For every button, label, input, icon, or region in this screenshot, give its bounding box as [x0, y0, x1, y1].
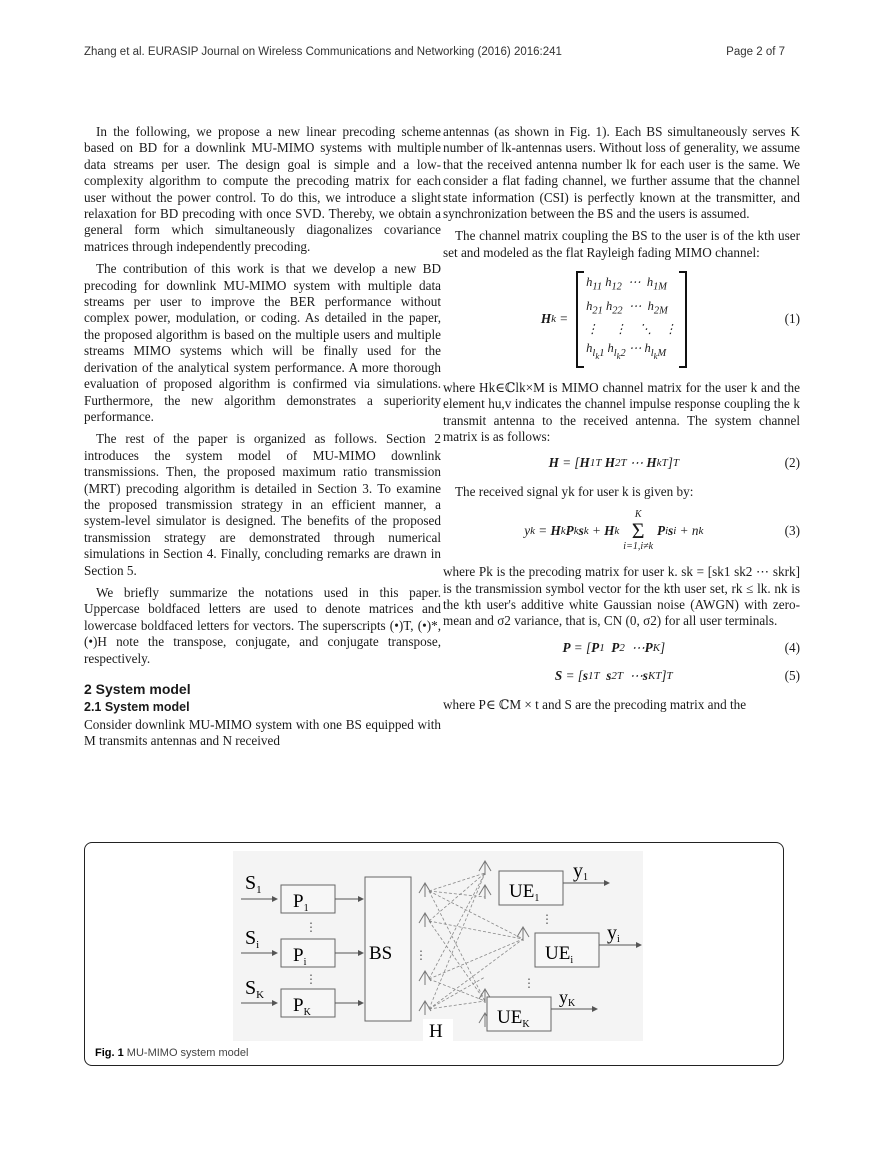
equation-2: H = [ H 1 T H 2 T ⋯ H k T ] T (2)	[548, 455, 800, 471]
page-number: Page 2 of 7	[726, 46, 785, 58]
right-column	[443, 124, 800, 719]
paragraph: where Hk∈ℂlk×M is MIMO channel matrix for the user k and the element hu,v indicates the channel impulse response coupling the k transmit antenna to the received antenna. The system channel matrix is as follows:	[443, 379, 800, 445]
paragraph: where P∈ ℂM × t and S are the precoding matrix and the	[443, 696, 747, 712]
channel-matrix: $h_{11}$ $h_{12}$ ⋯ $h_{1M}$ $h_{21}$ $h_{22}$ ⋯ $h_{2M}$ ⋮ ⋮ ⋱ ⋮ $h_{l_k1}$ $h_{l_k2}$ ⋯ $h_{l_kM}$	[576, 271, 687, 368]
paragraph: Consider downlink MU-MIMO system with one BS equipped with M transmits antennas and N received	[84, 716, 441, 749]
journal-citation: Zhang et al. EURASIP Journal on Wireless Communications and Networking (2016) 2016:241	[84, 46, 562, 58]
equation-1: H k = $h_{11}$ $h_{12}$ ⋯ $h_{1M}$ $h_{21}$ $h_{22}$ ⋯ $h_{2M}$ ⋮ ⋮ ⋱ ⋮ $h_{l_k1}$ $h_{l_k2}$ ⋯ $h_{l_kM}$ (1)	[443, 271, 800, 368]
channel-label: H	[429, 1021, 443, 1041]
figure-1	[84, 842, 784, 1066]
paragraph: The rest of the paper is organized as follows. Section 2 introduces the system model of MU-MIMO downlink transmissions. Then, the proposed maximum ratio transmission (MRT) precoding algorithm is detailed in Section 3. To examine the proposed transmission strategy in an efficient manner, a system-level simulator is designed. The benefits of the proposed transmission strategy are demonstrated through numerical simulations in Section 4. Finally, concluding remarks are drawn in Section 5.	[84, 431, 441, 578]
paragraph: In the following, we propose a new linear precoding scheme based on BD for a downlink MU-MIMO systems with multiple data streams per user. The design goal is simple and a low-complexity algorithm to compute the precoding matrix for each user without the power control. To do this, we introduce a slight relaxation for BD precoding with once SVD. Thereby, we obtain a general form which simultaneously diagonalizes covariance matrices through independently precoding.	[84, 124, 441, 254]
left-column	[84, 124, 441, 756]
precoder-label-i: $P_i$	[293, 945, 307, 968]
equation-3: y k = H k P k s k + H k K Σ i=1,i≠k P i s i + n k (3)	[524, 509, 800, 553]
output-label-1: y1	[573, 860, 588, 883]
base-station-label: BS	[369, 943, 393, 964]
figure-caption-text: MU-MIMO system model	[126, 1047, 249, 1059]
equation-4: P = [ P 1 P 2 ⋯ P K ] (4)	[562, 639, 800, 655]
equation-number: (2)	[784, 455, 800, 471]
ue-label-k: $UE_K$	[497, 1007, 530, 1030]
paragraph: The channel matrix coupling the BS to the user is of the kth user set and modeled as the flat Rayleigh fading MIMO channel:	[443, 228, 800, 260]
source-label-k: $S_K$	[245, 977, 265, 1001]
precoder-box-i	[281, 939, 335, 967]
figure-caption-label: Fig. 1	[95, 1047, 124, 1059]
ue-label-1: $UE_1$	[509, 881, 540, 904]
subsection-title: 2.1 System model	[84, 700, 190, 715]
paragraph: The contribution of this work is that we develop a new BD precoding for downlink MU-MIMO system with multiple data streams per user to improve the BER performance without complex power, modulation, or coding. As detailed in the paper, the proposed algorithm is based on the multiple users and multiple streams MIMO systems which will be finally used for the derivation of the analytical system performance. A more thorough evaluation of proposed algorithm is confirmed via simulations. Furthermore, the new algorithm demonstrates a superiority performance.	[84, 261, 441, 424]
precoder-label-k: $P_K$	[293, 995, 311, 1018]
paragraph: The received signal yk for user k is given by:	[455, 483, 694, 499]
output-label-k: yK	[559, 987, 576, 1009]
source-label-1: $S_1$	[245, 872, 262, 896]
precoder-label-1: $P_1$	[293, 891, 309, 914]
figure-caption	[95, 1047, 248, 1059]
equation-number: (3)	[784, 523, 800, 539]
mu-mimo-diagram	[233, 851, 643, 1041]
source-label-i: $S_i$	[245, 927, 260, 951]
paragraph: antennas (as shown in Fig. 1). Each BS simultaneously serves K number of lk-antennas users. Without loss of generality, we assume that the received antenna number lk for each user is the same. We consider a flat fading channel, we further assume that the channel state information (CSI) is perfectly known at the transmitter, and synchronization between the BS and the users is assumed.	[443, 124, 800, 222]
equation-number: (1)	[784, 311, 800, 327]
summation: K Σ i=1,i≠k	[623, 509, 654, 553]
svg-text:⋮: ⋮	[305, 920, 317, 934]
running-header	[84, 46, 785, 58]
equation-number: (5)	[784, 668, 800, 684]
equation-number: (4)	[784, 639, 800, 655]
paragraph: We briefly summarize the notations used in this paper. Uppercase boldfaced letters are used to denote matrices and lowercase boldfaced letters for vectors. The superscripts (•)T, (•)*, (•)H note the transpose, conjugate, and conjugate transpose, respectively.	[84, 584, 441, 666]
output-label-i: yi	[607, 922, 620, 945]
ue-label-i: $UE_i$	[545, 943, 574, 966]
equation-5: S = [ s 1 T s 2 T ⋯ s K T ] T (5)	[554, 668, 800, 684]
paragraph: where Pk is the precoding matrix for user k. sk = [sk1 sk2 ⋯ skrk] is the transmission symbol vector for the kth user set, rk ≤ lk. nk is the kth user's additive white Gaussian noise (AWGN) with zero-mean and σ2 variance, that is, CN (0, σ2) for all user terminals.	[443, 564, 800, 629]
section-title: 2 System model	[84, 681, 191, 697]
svg-text:⋮: ⋮	[523, 976, 535, 990]
svg-text:⋮: ⋮	[415, 948, 427, 962]
svg-text:⋮: ⋮	[541, 912, 553, 926]
svg-text:⋮: ⋮	[305, 972, 317, 986]
